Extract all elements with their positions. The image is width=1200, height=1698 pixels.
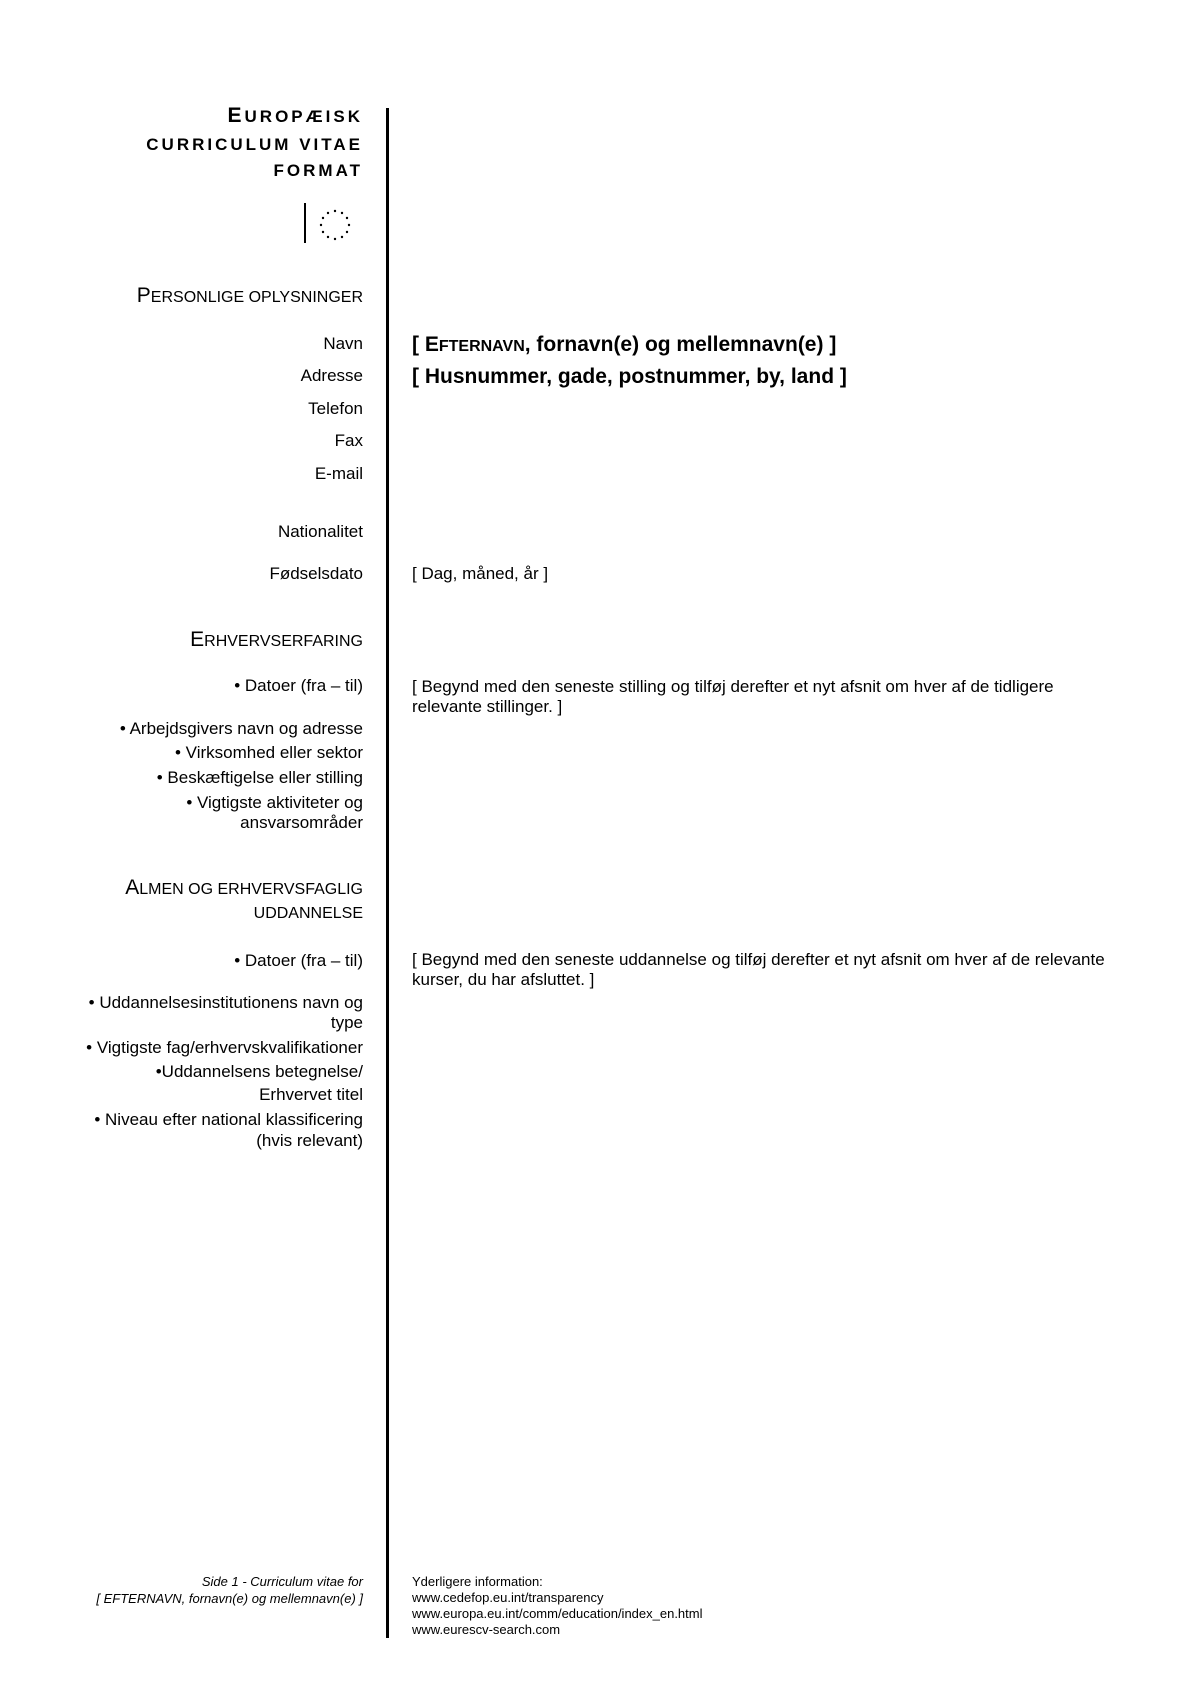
logo-bar [304,203,306,243]
heading-education-initial: A [125,876,140,899]
name-prefix: [ E [412,333,439,356]
education-note: [ Begynd med den seneste uddannelse og tilføj derefter et nyt afsnit om hver af de relevante kurser, du har afsluttet. ] [412,950,1105,989]
exp-label-dates: • Datoer (fra – til) [234,676,363,695]
edu-label-subjects: • Vigtigste fag/erhvervskvalifikationer [86,1038,363,1057]
label-phone: Telefon [308,399,363,418]
heading-personal-rest: ERSONLIGE OPLYSNINGER [150,289,363,306]
label-name: Navn [323,334,363,353]
footer-link-europa[interactable]: www.europa.eu.int/comm/education/index_en.html [412,1606,703,1621]
name-rest: , fornavn(e) og mellemnavn(e) ] [524,333,837,356]
experience-note: [ Begynd med den seneste stilling og tilføj derefter et nyt afsnit om hver af de tidligere relevante stillinger. ] [412,677,1054,716]
heading-education-line2: UDDANNELSE [253,905,363,922]
heading-personal [137,283,363,311]
label-birthdate: Fødselsdato [269,564,363,583]
edu-label-institution-1: • Uddannelsesinstitutionens navn og [88,993,363,1012]
footer-link-cedefop[interactable]: www.cedefop.eu.int/transparency [412,1590,604,1605]
heading-experience [190,627,363,655]
label-email: E-mail [314,464,363,483]
exp-label-sector: • Virksomhed eller sektor [175,743,363,762]
heading-experience-initial: E [190,628,205,651]
edu-label-qualification-1: •Uddannelsens betegnelse/ [155,1062,363,1081]
eu-stars-icon [318,208,352,242]
name-caps: FTERNAVN [438,338,525,355]
exp-label-activities-2: ansvarsområder [240,813,363,832]
edu-label-level-2: (hvis relevant) [256,1131,363,1150]
title-rest: UROPÆISK [244,107,363,126]
exp-label-occupation: • Beskæftigelse eller stilling [156,768,363,787]
address-value: [ Husnummer, gade, postnummer, by, land ] [412,365,847,388]
label-address: Adresse [300,366,363,385]
heading-experience-rest: RHVERVSERFARING [204,633,363,650]
birthdate-value: [ Dag, måned, år ] [412,564,549,583]
footer-page-line2: [ EFTERNAVN, fornavn(e) og mellemnavn(e) ] [96,1591,363,1606]
name-value [412,332,836,360]
edu-label-qualification-2: Erhvervet titel [259,1085,363,1104]
heading-education-rest: LMEN OG ERHVERVSFAGLIG [139,881,363,898]
heading-personal-initial: P [136,284,151,307]
footer-page-line1: Side 1 - Curriculum vitae for [201,1574,363,1589]
cv-title-line2: CURRICULUM VITAE [146,135,363,154]
cv-title-line3: FORMAT [273,161,363,180]
footer-link-eurescv[interactable]: www.eurescv-search.com [412,1622,561,1637]
label-nationality: Nationalitet [277,522,363,541]
exp-label-activities-1: • Vigtigste aktiviteter og [186,793,363,812]
title-initial: E [227,104,245,127]
column-divider [386,108,389,1638]
label-fax: Fax [334,431,363,450]
exp-label-employer: • Arbejdsgivers navn og adresse [119,719,363,738]
edu-label-level-1: • Niveau efter national klassificering [94,1110,363,1129]
edu-label-dates: • Datoer (fra – til) [234,951,363,970]
heading-education-line1 [125,875,363,903]
footer-info-heading: Yderligere information: [412,1574,543,1589]
edu-label-institution-2: type [330,1013,363,1032]
cv-title-line1 [228,104,363,129]
